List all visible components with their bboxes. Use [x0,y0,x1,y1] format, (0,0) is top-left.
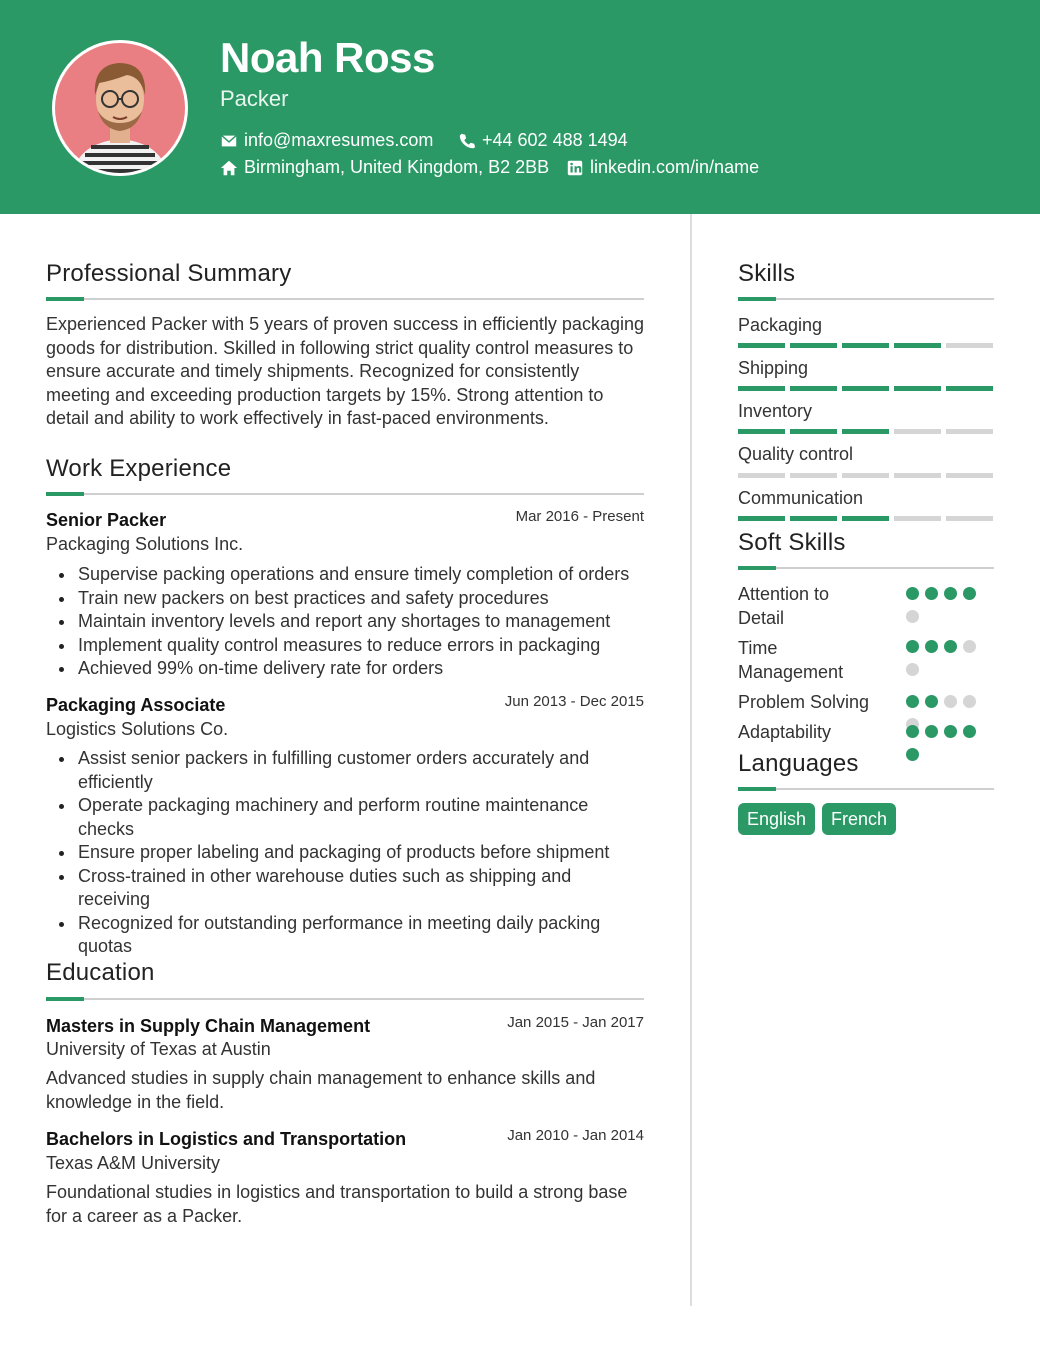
summary-text: Experienced Packer with 5 years of proven success in efficiently packaging goods for distribution. Skilled in following strict quality control measures to ensure accurate and timely shipments. Recognized for consistently meeting and exceeding production targets by 15%. Strong attention to detail and ability to work effectively in fast-paced environments. [46,314,644,428]
job-bullet: Assist senior packers in fulfilling customer orders accurately and efficiently [46,747,646,794]
skill-segment [842,386,889,391]
skills-accent [738,297,776,301]
home-icon [220,159,238,177]
soft-skills-accent [738,566,776,570]
candidate-role: Packer [220,86,289,111]
degree-date: Jan 2015 - Jan 2017 [507,1014,644,1031]
skill-level-bar [738,429,993,434]
resume-header [0,0,1040,214]
skill-segment [738,386,785,391]
soft-skills-heading: Soft Skills [738,529,846,556]
education-rule [46,998,644,1000]
phone-text: +44 602 488 1494 [482,130,628,150]
job-bullets [46,747,646,959]
skill-segment [790,429,837,434]
skill-name: Packaging [738,315,823,335]
skill-segment [842,516,889,521]
address-contact [220,157,549,178]
linkedin-icon [566,159,584,177]
degree-date: Jan 2010 - Jan 2014 [507,1127,644,1144]
experience-rule [46,493,644,495]
soft-skill-dot [963,725,976,738]
skill-level-bar [738,516,993,521]
skill-segment [894,516,941,521]
soft-skill-dot [906,587,919,600]
experience-heading: Work Experience [46,455,232,482]
summary-heading: Professional Summary [46,260,292,287]
skill-segment [790,473,837,478]
phone-icon [458,132,476,150]
skill-level-bar [738,473,993,478]
languages-rule [738,788,994,790]
soft-skill-dot [906,695,919,708]
degree-title: Masters in Supply Chain Management [46,1016,371,1036]
skill-segment [738,429,785,434]
column-divider [690,214,692,1306]
soft-skill-dot [906,610,919,623]
soft-skill-dot [944,695,957,708]
job-date: Mar 2016 - Present [515,508,644,525]
email-contact[interactable] [220,130,433,151]
job-bullet: Cross-trained in other warehouse duties such as shipping and receiving [46,865,646,912]
job-bullet: Maintain inventory levels and report any shortages to management [46,610,646,634]
skills-heading: Skills [738,260,796,287]
experience-accent [46,492,84,496]
soft-skill-dot [963,695,976,708]
soft-skill-dot [925,587,938,600]
languages-heading: Languages [738,750,859,777]
soft-skill-dot [944,640,957,653]
skill-segment [790,343,837,348]
skill-segment [842,343,889,348]
skill-segment [894,386,941,391]
degree-description: Foundational studies in logistics and transportation to build a strong base for a career as a Packer. [46,1182,628,1226]
candidate-name: Noah Ross [220,34,435,81]
job-bullet: Supervise packing operations and ensure timely completion of orders [46,563,646,587]
summary-accent [46,297,84,301]
skill-segment [894,473,941,478]
soft-skill-dot [906,725,919,738]
job-bullet: Train new packers on best practices and safety procedures [46,587,646,611]
skill-segment [790,516,837,521]
job-bullet: Achieved 99% on-time delivery rate for orders [46,657,646,681]
skill-name: Communication [738,488,864,508]
skill-segment [790,386,837,391]
education-heading: Education [46,959,155,986]
soft-skill-dots [906,640,981,676]
soft-skill-dot [906,640,919,653]
skill-segment [946,429,993,434]
job-org: Logistics Solutions Co. [46,719,229,739]
soft-skill-dot [906,663,919,676]
email-text: info@maxresumes.com [244,130,434,150]
job-bullets [46,563,646,681]
skill-name: Inventory [738,401,813,421]
skill-segment [738,516,785,521]
soft-skill-name: Attention to Detail [738,584,830,628]
envelope-icon [220,132,238,150]
skill-segment [842,473,889,478]
job-title: Senior Packer [46,510,167,530]
school-name: Texas A&M University [46,1153,221,1173]
job-title: Packaging Associate [46,695,226,715]
job-bullet: Ensure proper labeling and packaging of products before shipment [46,841,646,865]
phone-contact[interactable] [458,130,628,151]
linkedin-contact[interactable] [566,157,759,178]
soft-skill-dot [925,695,938,708]
skill-level-bar [738,343,993,348]
language-badge: French [822,803,896,835]
language-badge: English [738,803,815,835]
skill-segment [946,343,993,348]
soft-skill-dot [925,640,938,653]
soft-skills-rule [738,567,994,569]
job-org: Packaging Solutions Inc. [46,534,244,554]
skill-segment [894,429,941,434]
degree-description: Advanced studies in supply chain management to enhance skills and knowledge in the field. [46,1068,596,1112]
profile-photo [55,43,185,173]
soft-skill-name: Time Management [738,638,844,682]
skill-segment [842,429,889,434]
soft-skill-dot [944,725,957,738]
soft-skill-name: Problem Solving [738,692,870,712]
skills-rule [738,298,994,300]
skill-segment [738,473,785,478]
skill-segment [738,343,785,348]
languages-accent [738,787,776,791]
degree-title: Bachelors in Logistics and Transportation [46,1129,407,1149]
linkedin-text: linkedin.com/in/name [590,157,760,177]
soft-skill-dot [906,748,919,761]
skill-segment [946,516,993,521]
education-accent [46,997,84,1001]
soft-skill-name: Adaptability [738,722,832,742]
soft-skill-dots [906,587,981,623]
skill-name: Quality control [738,444,854,464]
soft-skill-dot [963,640,976,653]
avatar [52,40,188,176]
skill-level-bar [738,386,993,391]
soft-skill-dot [944,587,957,600]
skill-segment [946,473,993,478]
skill-segment [946,386,993,391]
skill-name: Shipping [738,358,809,378]
job-date: Jun 2013 - Dec 2015 [504,693,644,710]
soft-skill-dot [925,725,938,738]
address-text: Birmingham, United Kingdom, B2 2BB [244,157,550,177]
skill-segment [894,343,941,348]
job-bullet: Operate packaging machinery and perform routine maintenance checks [46,794,646,841]
job-bullet: Recognized for outstanding performance in meeting daily packing quotas [46,912,646,959]
job-bullet: Implement quality control measures to reduce errors in packaging [46,634,646,658]
summary-rule [46,298,644,300]
soft-skill-dot [963,587,976,600]
soft-skill-dots [906,725,981,761]
school-name: University of Texas at Austin [46,1039,271,1059]
